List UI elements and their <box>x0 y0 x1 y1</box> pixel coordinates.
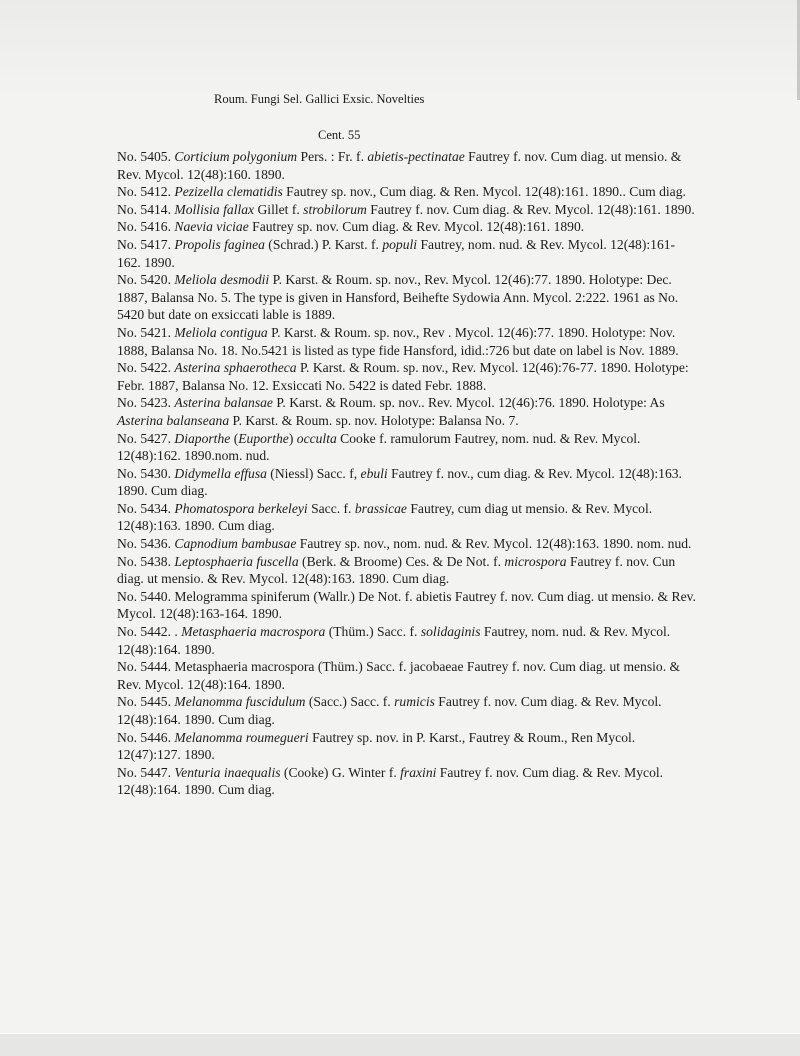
taxon-name: abietis-pectinatae <box>367 149 465 164</box>
entry-text: No. 5417. <box>117 236 175 252</box>
entry-text: No. 5414. <box>117 201 175 217</box>
entry-text: Cooke f. ramulorum Fautrey, nom. nud. & Rev. Mycol. 12(48):162. 1890.nom. nud. <box>117 430 641 464</box>
entry-text: Pers. : Fr. f. <box>297 149 368 164</box>
entry-text: Fautrey f. nov. Cum diag. & Rev. Mycol. 12(48):161. 1890. <box>366 201 695 217</box>
entry-item <box>117 465 697 500</box>
bleed-through-region <box>0 0 800 95</box>
taxon-name: brassicae <box>354 500 407 516</box>
entry-text: (Sacc.) Sacc. f. <box>305 694 395 710</box>
document-title: Roum. Fungi Sel. Gallici Exsic. Novelties <box>214 92 425 106</box>
entry-text: Fautrey, cum diag ut mensio. & Rev. Mycol. 12(48):163. 1890. Cum diag. <box>117 500 653 534</box>
entry-text: No. 5430. <box>117 465 175 481</box>
entry-item <box>117 658 697 693</box>
taxon-name: rumicis <box>394 694 435 710</box>
entries-list <box>117 148 697 799</box>
entry-item <box>117 764 697 799</box>
entry-text: (Berk. & Broome) Ces. & De Not. f. <box>298 553 505 569</box>
taxon-name: Melanomma fuscidulum <box>174 694 306 710</box>
taxon-name: Melanomma roumegueri <box>174 729 309 745</box>
entry-text: Fautrey sp. nov., Cum diag. & Ren. Mycol. 12(48):161. 1890.. Cum diag. <box>282 184 686 200</box>
entry-text: No. 5442. . <box>117 624 182 640</box>
taxon-name: fraxini <box>400 764 437 780</box>
entry-text: Fautrey f. nov., cum diag. & Rev. Mycol. 12(48):163. 1890. Cum diag. <box>117 465 682 499</box>
entry-item <box>117 553 697 588</box>
entry-item <box>117 148 697 183</box>
entry-text: No. 5405. <box>117 149 175 164</box>
taxon-name: microspora <box>504 553 567 569</box>
entry-item <box>117 535 697 553</box>
taxon-name: populi <box>382 236 418 252</box>
entry-text: No. 5420. <box>117 272 175 288</box>
entry-text: Fautrey f. nov. Cum diag. ut mensio. & Rev. Mycol. 12(48):160. 1890. <box>117 149 682 182</box>
taxon-name: Asterina balansae <box>174 395 273 411</box>
entry-text: Fautrey sp. nov., nom. nud. & Rev. Mycol. 12(48):163. 1890. nom. nud. <box>296 536 692 552</box>
entry-text: No. 5434. <box>117 500 175 516</box>
taxon-name: Asterina sphaerotheca <box>174 360 297 376</box>
entry-text: Fautrey f. nov. Cum diag. & Rev. Mycol. 12(48):164. 1890. Cum diag. <box>117 764 664 798</box>
entry-text: No. 5427. <box>117 430 175 446</box>
entry-text: No. 5423. <box>117 395 175 411</box>
entry-text: (Schrad.) P. Karst. f. <box>264 236 383 252</box>
entry-item <box>117 729 697 764</box>
taxon-name: Diaporthe <box>174 430 231 446</box>
entry-text: (Niessl) Sacc. f, <box>266 465 361 481</box>
entry-text: No. 5412. <box>117 184 175 200</box>
entry-text: No. 5446. <box>117 729 175 745</box>
entry-text: (Thüm.) Sacc. f. <box>325 624 421 640</box>
entry-item <box>117 218 697 236</box>
entry-text: ( <box>230 430 239 446</box>
entry-text: No. 5445. <box>117 694 175 710</box>
entry-item <box>117 394 697 429</box>
entry-item <box>117 623 697 658</box>
entry-text: P. Karst. & Roum. sp. nov. Holotype: Balansa No. 7. <box>229 412 519 428</box>
entry-text: Fautrey, nom. nud. & Rev. Mycol. 12(48):161-162. 1890. <box>117 236 676 270</box>
taxon-name: Corticium polygonium <box>174 149 298 164</box>
taxon-name: Venturia inaequalis <box>174 764 281 780</box>
taxon-name: occulta <box>296 430 337 446</box>
entry-text: No. 5422. <box>117 360 175 376</box>
entry-item <box>117 183 697 201</box>
entry-text: Fautrey sp. nov. Cum diag. & Rev. Mycol. 12(48):161. 1890. <box>248 219 585 235</box>
entry-text: Fautrey, nom. nud. & Rev. Mycol. 12(48):164. 1890. <box>117 624 671 657</box>
taxon-name: Naevia viciae <box>174 219 249 235</box>
taxon-name: strobilorum <box>303 201 367 217</box>
taxon-name: solidaginis <box>420 624 481 640</box>
century-heading: Cent. 55 <box>318 128 361 142</box>
taxon-name: Asterina balanseana <box>117 412 230 428</box>
entry-text: P. Karst. & Roum. sp. nov.. Rev. Mycol. 12(46):76. 1890. Holotype: As <box>272 395 665 411</box>
taxon-name: Leptosphaeria fuscella <box>174 553 299 569</box>
taxon-name: Phomatospora berkeleyi <box>174 500 308 516</box>
entry-text: No. 5416. <box>117 219 175 235</box>
entry-text: No. 5440. Melogramma spiniferum (Wallr.) De Not. f. abietis Fautrey f. nov. Cum diag. ut mensio. & Rev. Mycol. 12(48):163-164. 1890. <box>117 588 696 622</box>
scanner-bottom-edge <box>0 1033 800 1056</box>
taxon-name: Propolis faginea <box>174 236 265 252</box>
entry-text: No. 5444. Metasphaeria macrospora (Thüm.) Sacc. f. jacobaeae Fautrey f. nov. Cum diag. ut mensio. & Rev. Mycol. 12(48):164. 1890. <box>117 659 681 692</box>
taxon-name: Meliola desmodii <box>174 272 270 288</box>
entry-text: No. 5436. <box>117 536 175 552</box>
entry-text: ) <box>288 430 297 446</box>
entry-text: Fautrey f. nov. Cun diag. ut mensio. & Rev. Mycol. 12(48):163. 1890. Cum diag. <box>117 553 676 587</box>
entry-text: No. 5421. <box>117 324 175 340</box>
entry-item <box>117 588 697 623</box>
entry-text: P. Karst. & Roum. sp. nov., Rev. Mycol. 12(46):77. 1890. Holotype: Dec. 1887, Balansa No. 5. The type is given in Hansford, Beihefte Sydowia Ann. Mycol. 2:222. 1961 as No. 5420 but date on exsiccati lable is 1889. <box>117 272 679 323</box>
entry-text: Sacc. f. <box>307 500 355 516</box>
entry-text: P. Karst. & Roum. sp. nov., Rev . Mycol. 12(46):77. 1890. Holotype: Nov. 1888, Balansa No. 18. No.5421 is listed as type fide Hansford, idid.:726 but date on label is Nov. 1889. <box>117 324 679 358</box>
taxon-name: Euporthe <box>238 430 289 446</box>
entry-text: Fautrey sp. nov. in P. Karst., Fautrey & Roum., Ren Mycol. 12(47):127. 1890. <box>117 729 636 763</box>
taxon-name: ebuli <box>360 465 388 481</box>
entry-item <box>117 271 697 324</box>
entry-text: Fautrey f. nov. Cum diag. & Rev. Mycol. 12(48):164. 1890. Cum diag. <box>117 694 662 727</box>
entry-text: No. 5438. <box>117 553 175 569</box>
entry-item <box>117 693 697 728</box>
entry-item <box>117 201 697 219</box>
taxon-name: Mollisia fallax <box>174 201 255 217</box>
entry-item <box>117 324 697 359</box>
entry-text: P. Karst. & Roum. sp. nov., Rev. Mycol. 12(46):76-77. 1890. Holotype: Febr. 1887, Balansa No. 12. Exsiccati No. 5422 is dated Febr. 1888. <box>117 360 689 393</box>
taxon-name: Meliola contigua <box>174 324 268 340</box>
taxon-name: Pezizella clematidis <box>174 184 283 200</box>
entry-item <box>117 430 697 465</box>
taxon-name: Capnodium bambusae <box>174 536 297 552</box>
entry-item <box>117 359 697 394</box>
entry-text: (Cooke) G. Winter f. <box>280 764 401 780</box>
entry-text: No. 5447. <box>117 764 175 780</box>
entry-item <box>117 236 697 271</box>
taxon-name: Didymella effusa <box>174 465 267 481</box>
taxon-name: Metasphaeria macrospora <box>181 624 326 640</box>
entry-text: Gillet f. <box>254 201 304 217</box>
entry-item <box>117 500 697 535</box>
